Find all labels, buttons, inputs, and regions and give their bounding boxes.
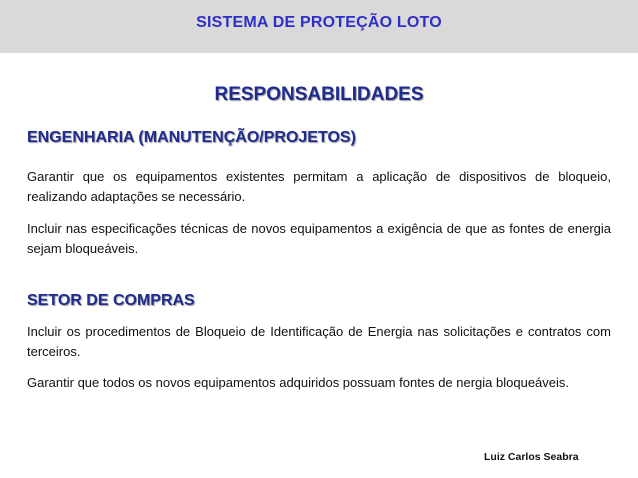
header-title: SISTEMA DE PROTEÇÃO LOTO <box>196 14 442 31</box>
section-heading-engenharia: ENGENHARIA (MANUTENÇÃO/PROJETOS) <box>27 129 356 146</box>
paragraph-engenharia-1: Garantir que os equipamentos existentes permitam a aplicação de dispositivos de bloqueio, realizando adaptações se necessário. <box>27 169 611 204</box>
page-title: RESPONSABILIDADES <box>214 84 424 105</box>
paragraph-engenharia-2: Incluir nas especificações técnicas de novos equipamentos a exigência de que as fontes de energia sejam bloqueáveis. <box>27 221 611 256</box>
paragraph-compras-1: Incluir os procedimentos de Bloqueio de Identificação de Energia nas solicitações e contratos com terceiros. <box>27 324 611 359</box>
section-heading-compras: SETOR DE COMPRAS <box>27 292 195 309</box>
author-name: Luiz Carlos Seabra <box>484 451 579 463</box>
paragraph-compras-2: Garantir que todos os novos equipamentos adquiridos possuam fontes de nergia bloqueáveis. <box>27 375 570 390</box>
